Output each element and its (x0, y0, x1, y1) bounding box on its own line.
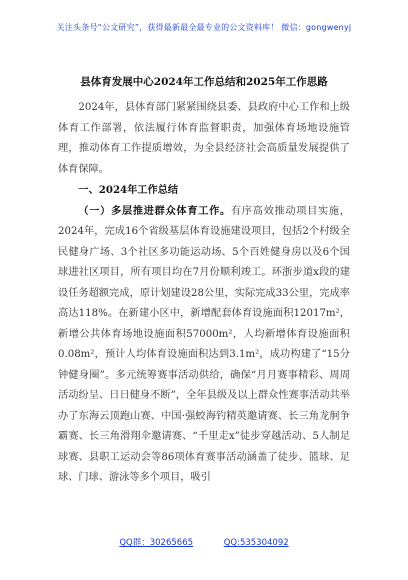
subsection-paragraph (58, 201, 350, 489)
document-title: 县体育发展中心2024年工作总结和2025年工作思路 (80, 76, 328, 88)
intro-paragraph: 2024年，县体育部门紧紧围绕县委、县政府中心工作和上级体育工作部署，依法履行体育监督职责，加强体育场地设施管理，推动体育工作提质增效，为全县经济社会高质量发展提供了体育保障。 (58, 102, 350, 175)
qq-group-link[interactable]: QQ群：30265665 (119, 538, 194, 548)
subsection-heading: （一）多层推进群众体育工作。 (78, 204, 231, 217)
section-heading: 一、2024年工作总结 (78, 184, 179, 196)
document-body (58, 98, 350, 489)
contact-footer (0, 536, 408, 548)
qq-link[interactable]: QQ:535304092 (223, 538, 289, 548)
promo-banner: 关注头条号“公文研究”，获得最新最全最专业的公文资料库！ 微信：gongwenyj (56, 23, 352, 32)
subsection-text: 有序高效推动项目实施，2024年，完成16个省级基层体育设施建设项目，包括2个村级全民健身广场、3个社区多功能运动场、5个百姓健身房以及6个国球进社区项目，所有项目均在7月份顺利竣工。环浙步道x段的建设任务超额完成，原计划建设28公里，实际完成33公里，完成率高达118%。在新建小区中，新增配套体育设施面积12017m²，新增公共体育场地设施面积57000m²，人均新增体育设施面积0.08m²，预计人均体育设施面积达到3.1m²，成功构建了“15分钟健身圈”。多元统筹赛事活动供给，确保“月月赛事精彩、周周活动纷呈、日日健身不断”，全年县级及以上群众性赛事活动共举办了东海云顶跑山赛、中国·强蛟海钓精英邀请赛、长三角龙舸争霸赛、长三角滑翔伞邀请赛、“千里走x”徒步穿越活动、5人制足球赛、县职工运动会等86项体育赛事活动涵盖了徒步、篮球、足球、门球、游泳等多个项目，吸引 (58, 205, 351, 483)
